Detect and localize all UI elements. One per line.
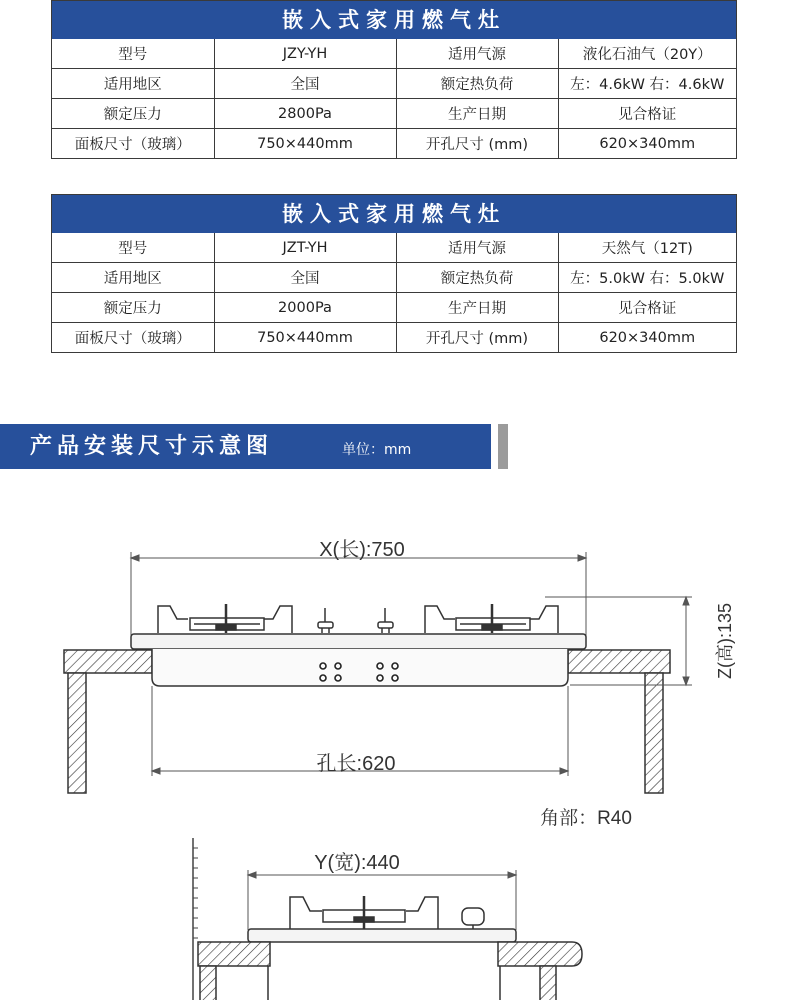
spec-value: 左：5.0kW 右：5.0kW — [558, 263, 736, 293]
side-burner-icon — [290, 896, 438, 929]
table-row — [52, 233, 736, 263]
top-knob-icons — [318, 608, 393, 633]
spec-label: 型号 — [52, 39, 214, 69]
spec-label: 适用气源 — [396, 39, 558, 69]
table-row — [52, 323, 736, 353]
burner-left-icon — [158, 604, 292, 633]
length-dimension — [131, 552, 586, 646]
spec-label: 额定压力 — [52, 99, 214, 129]
stove-body — [152, 649, 568, 686]
spec-value: 620×340mm — [558, 323, 736, 353]
spec-table-title: 嵌入式家用燃气灶 — [52, 1, 736, 39]
counter-slab-left — [64, 650, 152, 673]
spec-value: 2800Pa — [214, 99, 396, 129]
spec-table-body — [52, 39, 736, 158]
table-row — [52, 69, 736, 99]
spec-value: 天然气（12T) — [558, 233, 736, 263]
side-wall-left — [200, 966, 216, 1000]
side-counter-left — [198, 942, 270, 966]
spec-value: 750×440mm — [214, 323, 396, 353]
spec-label: 额定热负荷 — [396, 69, 558, 99]
spec-value: 750×440mm — [214, 129, 396, 159]
hole-label: 孔长:620 — [316, 753, 396, 775]
width-label: Y(宽):440 — [314, 852, 400, 874]
spec-label: 额定热负荷 — [396, 263, 558, 293]
spec-value: 左：4.6kW 右：4.6kW — [558, 69, 736, 99]
spec-table-1 — [51, 0, 737, 159]
spec-label: 型号 — [52, 233, 214, 263]
glass-panel — [131, 634, 586, 649]
spec-value: JZY-YH — [214, 39, 396, 69]
side-wall-right — [540, 966, 556, 1000]
length-label: X(长):750 — [319, 539, 405, 561]
table-row — [52, 39, 736, 69]
front-view — [64, 538, 735, 829]
spec-label: 面板尺寸（玻璃） — [52, 323, 214, 353]
side-view — [193, 838, 582, 1000]
spec-value: 全国 — [214, 69, 396, 99]
side-stove-body — [268, 942, 500, 1000]
side-knob-icon — [462, 908, 484, 929]
spec-value: 见合格证 — [558, 99, 736, 129]
spec-value: 620×340mm — [558, 129, 736, 159]
cabinet-wall-right — [645, 673, 663, 793]
side-glass-panel — [248, 929, 516, 942]
burner-right-icon — [425, 604, 558, 633]
table-row — [52, 99, 736, 129]
table-row — [52, 293, 736, 323]
installation-diagram — [0, 470, 790, 1000]
spec-label: 生产日期 — [396, 99, 558, 129]
spec-label: 额定压力 — [52, 293, 214, 323]
spec-label: 开孔尺寸 (mm) — [396, 129, 558, 159]
corner-label: 角部：R40 — [540, 808, 632, 829]
spec-label: 开孔尺寸 (mm) — [396, 323, 558, 353]
counter-slab-right — [568, 650, 670, 673]
table-row — [52, 129, 736, 159]
spec-label: 面板尺寸（玻璃） — [52, 129, 214, 159]
cabinet-wall-left — [68, 673, 86, 793]
spec-label: 适用气源 — [396, 233, 558, 263]
side-counter-right — [498, 942, 582, 966]
spec-value: JZT-YH — [214, 233, 396, 263]
table-row — [52, 263, 736, 293]
section-unit: 单位：mm — [342, 442, 412, 458]
spec-label: 适用地区 — [52, 263, 214, 293]
section-header — [0, 424, 491, 469]
spec-table-body — [52, 233, 736, 352]
spec-value: 全国 — [214, 263, 396, 293]
spec-table-title: 嵌入式家用燃气灶 — [52, 195, 736, 233]
spec-value: 2000Pa — [214, 293, 396, 323]
spec-value: 液化石油气（20Y） — [558, 39, 736, 69]
spec-label: 适用地区 — [52, 69, 214, 99]
section-title: 产品安装尺寸示意图 — [30, 434, 274, 459]
spec-label: 生产日期 — [396, 293, 558, 323]
height-label: Z(高):135 — [715, 602, 735, 680]
section-accent-bar — [498, 424, 508, 469]
spec-table-2 — [51, 194, 737, 353]
spec-value: 见合格证 — [558, 293, 736, 323]
